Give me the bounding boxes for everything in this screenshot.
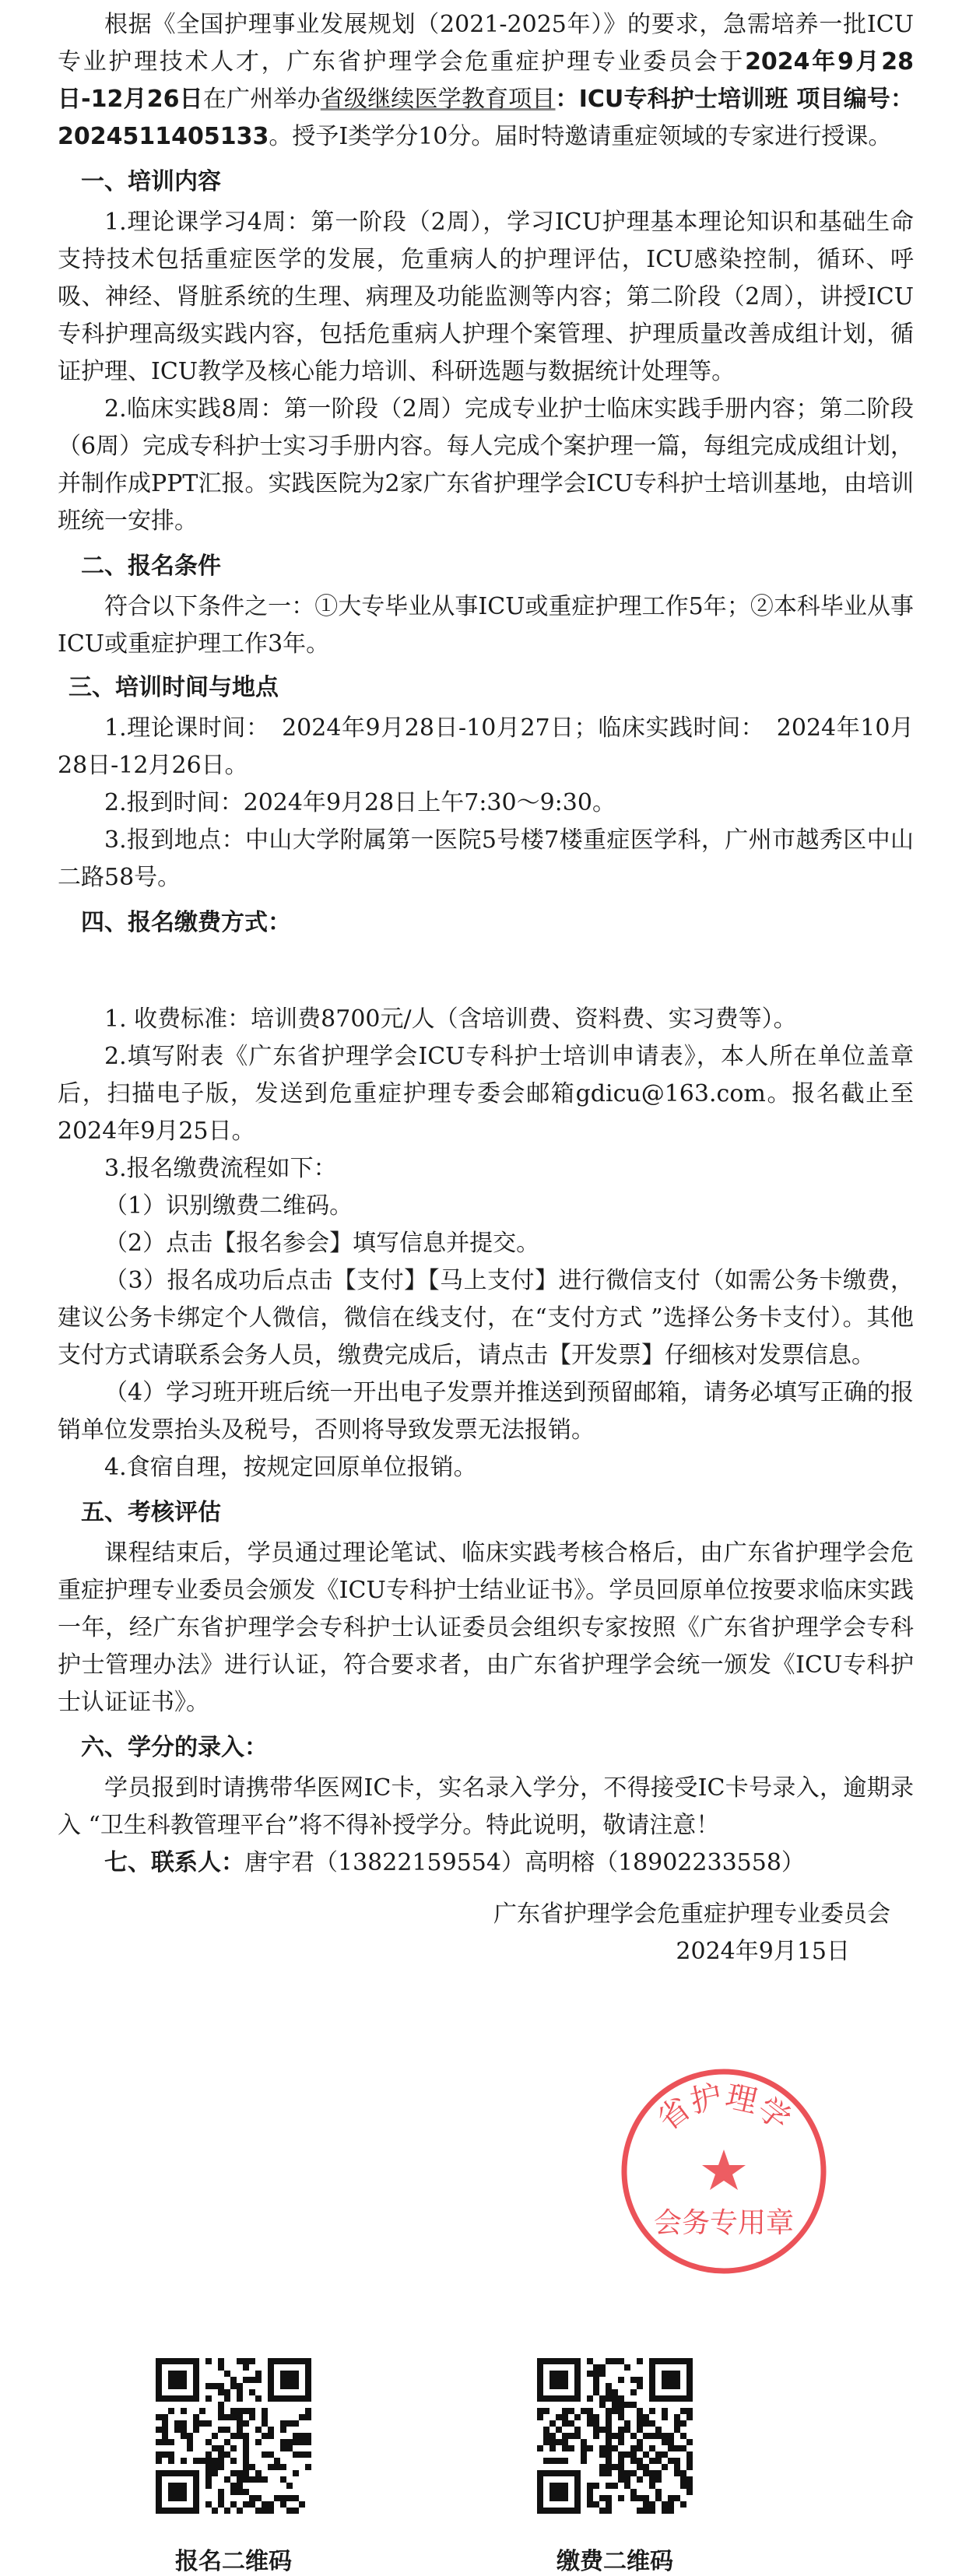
- section-1-item-2: 2.临床实践8周：第一阶段（2周）完成专业护士临床实践手册内容；第二阶段（6周）完成专科护士实习手册内容。每人完成个案护理一篇，每组完成成组计划，并制作成PPT汇报。实践医院为2家广东省护理学会ICU专科护士培训基地，由培训班统一安排。: [58, 395, 914, 535]
- intro-text-3: 。授予Ⅰ类学分10分。届时特邀请重症领域的专家进行授课。: [269, 123, 892, 150]
- section-4-item-3: 3.报名缴费流程如下：: [104, 1155, 337, 1182]
- section-7-title: 七、联系人：: [104, 1849, 244, 1876]
- registration-qr-code-icon[interactable]: [156, 2358, 311, 2514]
- signature-date: 2024年9月15日: [676, 1938, 850, 1965]
- section-4-step-1: （1）识别缴费二维码。: [104, 1192, 353, 1220]
- section-3-item-2: 2.报到时间：2024年9月28日上午7:30～9:30。: [104, 789, 616, 816]
- location-text: 广州举办: [226, 86, 321, 113]
- section-1-title: 一、培训内容: [81, 168, 221, 195]
- section-2-text: 符合以下条件之一：①大专毕业从事ICU或重症护理工作5年；②本科毕业从事ICU或重症护理工作3年。: [58, 593, 914, 658]
- intro-text: 根据《全国护理事业发展规划（2021-2025年）》的要求，急需培养一批ICU专业护理技术人才，广东省护理学会危重症护理专业委员会于: [58, 11, 914, 75]
- section-3-item-3: 3.报到地点：中山大学附属第一医院5号楼7楼重症医学科，广州市越秀区中山二路58号。: [58, 826, 914, 891]
- section-3-item-1: 1.理论课时间： 2024年9月28日-10月27日；临床实践时间： 2024年10月28日-12月26日。: [58, 714, 914, 779]
- section-5-text: 课程结束后，学员通过理论笔试、临床实践考核合格后，由广东省护理学会危重症护理专业委员会颁发《ICU专科护士结业证书》。学员回原单位按要求临床实践一年，经广东省护理学会专科护士认证委员会组织专家按照《广东省护理学会专科护士管理办法》进行认证，符合要求者，由广东省护理学会统一颁发《ICU专科护士认证证书》。: [58, 1539, 914, 1716]
- section-5-title: 五、考核评估: [81, 1499, 221, 1526]
- seal-bottom-text: 会务专用章: [653, 2207, 795, 2239]
- section-4-step-3: （3）报名成功后点击【支付】【马上支付】进行微信支付（如需公务卡缴费，建议公务卡绑定个人微信，微信在线支付，在“支付方式 ”选择公务卡支付）。其他支付方式请联系会务人员，缴费完成后，请点击【开发票】仔细核对发票信息。: [58, 1267, 914, 1369]
- intro-text-2: 在: [202, 86, 227, 113]
- section-1-item-1: 1.理论课学习4周：第一阶段（2周），学习ICU护理基本理论知识和基础生命支持技术包括重症医学的发展，危重病人的护理评估，ICU感染控制，循环、呼吸、神经、肾脏系统的生理、病理及功能监测等内容；第二阶段（2周），讲授ICU专科护理高级实践内容，包括危重病人护理个案管理、护理质量改善成组计划，循证护理、ICU教学及核心能力培训、科研选题与数据统计处理等。: [58, 209, 914, 385]
- seal-top-text: 省护理学: [651, 2078, 797, 2139]
- section-4-item-4: 4.食宿自理，按规定回原单位报销。: [104, 1454, 477, 1481]
- qr-registration-label: 报名二维码: [175, 2548, 292, 2575]
- section-4-title: 四、报名缴费方式：: [81, 909, 291, 936]
- seal-star-icon: [702, 2150, 746, 2190]
- contact-persons: 唐宇君（13822159554）高明榕（18902233558）: [244, 1849, 805, 1876]
- qr-payment-label: 缴费二维码: [556, 2548, 673, 2575]
- intro-paragraph: [58, 6, 914, 156]
- official-seal-stamp: [615, 2062, 833, 2280]
- section-7-contact: [58, 1844, 914, 1882]
- blank-space: [58, 945, 914, 1001]
- training-dates: 2024年9月28日-12月26日: [58, 48, 915, 113]
- payment-qr-code-icon[interactable]: [537, 2358, 693, 2514]
- section-4-item-1: 1. 收费标准：培训费8700元/人（含培训费、资料费、实习费等）。: [104, 1005, 797, 1033]
- section-4-item-2: 2.填写附表《广东省护理学会ICU专科护士培训申请表》，本人所在单位盖章后，扫描电子版，发送到危重症护理专委会邮箱gdicu@163.com。报名截止至2024年9月25日。: [58, 1043, 914, 1145]
- section-3-title: 三、培训时间与地点: [68, 674, 279, 701]
- section-4-step-2: （2）点击【报名参会】填写信息并提交。: [104, 1230, 540, 1257]
- colon: ：: [555, 86, 579, 113]
- qr-registration: [148, 2358, 319, 2576]
- section-4-step-4: （4）学习班开班后统一开出电子发票并推送到预留邮箱，请务必填写正确的报销单位发票抬头及税号，否则将导致发票无法报销。: [58, 1379, 914, 1444]
- section-6-text: 学员报到时请携带华医网IC卡，实名录入学分，不得接受IC卡号录入，逾期录入 “卫生科教管理平台”将不得补授学分。特此说明，敬请注意！: [58, 1774, 914, 1839]
- section-6-title: 六、学分的录入：: [81, 1734, 268, 1761]
- qr-payment: [529, 2358, 700, 2576]
- project-number: ICU专科护士培训班 项目编号：2024511405133: [58, 86, 915, 150]
- signature-organization: 广东省护理学会危重症护理专业委员会: [493, 1900, 890, 1928]
- notice-body: [58, 6, 914, 1971]
- section-2-title: 二、报名条件: [81, 553, 221, 580]
- project-level: 省级继续医学教育项目: [320, 86, 556, 113]
